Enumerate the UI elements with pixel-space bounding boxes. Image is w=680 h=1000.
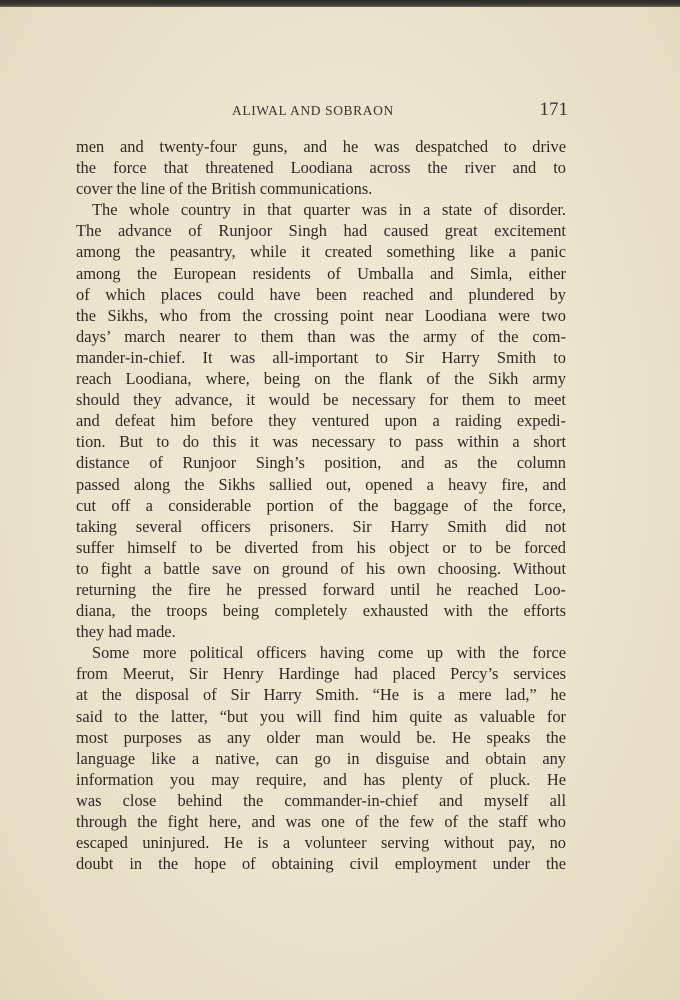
text-line: most purposes as any older man would be. He speaks the [76,727,566,747]
page-number: 171 [539,99,568,120]
text-line: mander-in-chief. It was all-important to Sir Harry Smith to [76,347,566,367]
text-line: The advance of Runjoor Singh had caused great excitement [76,221,566,241]
text-line: escaped uninjured. He is a volunteer serving without pay, no [76,833,566,853]
text-line: doubt in the hope of obtaining civil employment under the [76,854,566,874]
text-line: tion. But to do this it was necessary to pass within a short [76,432,566,452]
text-line: language like a native, can go in disguise and obtain any [76,748,566,768]
text-line: reach Loodiana, where, being on the flank of the Sikh army [76,369,566,389]
text-line: was close behind the commander-in-chief and myself all [76,790,566,810]
text-line: the force that threatened Loodiana across the river and to [76,158,566,178]
text-line: days’ march nearer to them than was the army of the com- [76,326,566,346]
running-title: ALIWAL AND SOBRAON [232,103,394,118]
text-line: passed along the Sikhs sallied out, opened a heavy fire, and [76,474,566,494]
text-line: among the peasantry, while it created something like a panic [76,242,566,262]
text-line: at the disposal of Sir Harry Smith. “He is a mere lad,” he [76,685,566,705]
text-line: distance of Runjoor Singh’s position, and as the column [76,453,566,473]
text-line: suffer himself to be diverted from his object or to be forced [76,537,566,557]
text-line: returning the fire he pressed forward until he reached Loo- [76,579,566,599]
text-line: from Meerut, Sir Henry Hardinge had placed Percy’s services [76,664,566,684]
text-line: cut off a considerable portion of the baggage of the force, [76,495,566,515]
text-line: they had made. [76,622,176,642]
text-line: to fight a battle save on ground of his own choosing. Without [76,558,566,578]
paragraph-first-line: Some more political officers having come up with the force [92,643,566,663]
text-line: should they advance, it would be necessary for them to meet [76,390,566,410]
text-line: and defeat him before they ventured upon a raiding expedi- [76,411,566,431]
body-text [76,136,566,874]
page-header [72,100,568,122]
text-line: taking several officers prisoners. Sir Harry Smith did not [76,516,566,536]
text-line: information you may require, and has plenty of pluck. He [76,769,566,789]
text-line: said to the latter, “but you will find him quite as valuable for [76,706,566,726]
text-line: men and twenty-four guns, and he was despatched to drive [76,137,566,156]
text-line: cover the line of the British communications. [76,179,373,199]
text-line: diana, the troops being completely exhausted with the efforts [76,601,566,621]
scan-top-edge [0,0,680,7]
text-line: of which places could have been reached and plundered by [76,284,566,304]
paragraph-first-line: The whole country in that quarter was in a state of disorder. [92,200,566,220]
text-line: through the fight here, and was one of the few of the staff who [76,812,566,831]
text-line: the Sikhs, who from the crossing point near Loodiana were two [76,305,566,325]
text-line: among the European residents of Umballa and Simla, either [76,263,566,283]
